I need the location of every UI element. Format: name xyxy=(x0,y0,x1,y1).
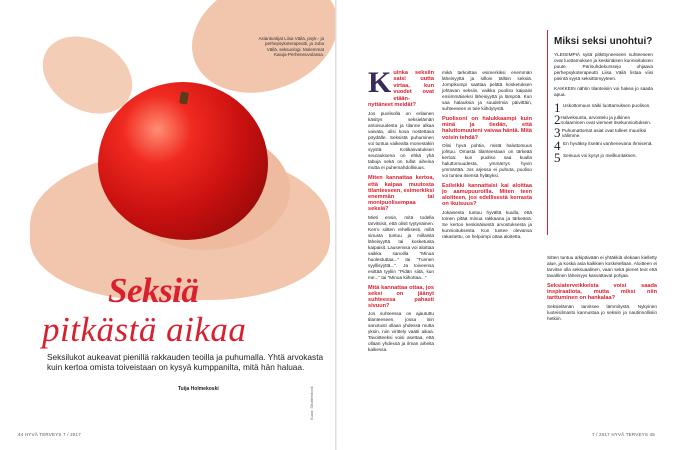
sidebar-lead2: KAIKKEIN nähtin tilanteisiin voi hakea jo saada apua. xyxy=(554,86,653,97)
col3-subhead-1: Seksiaterveikkeista voisi saada inspiraatiota, mutta miksi niin tarttuminen on hankalaa? xyxy=(547,283,657,302)
list-item xyxy=(554,102,653,113)
list-item xyxy=(554,114,653,126)
list-text: Uskottomuus näiki luottamuksen puolison. xyxy=(563,103,651,108)
col2-paragraph-2: Olisi hyvä pohtia, mistä haluttomuus johtuu. Omasta tilanteestaan on tärkeää kertoa: kun puoliso saa kuulla haluttomuudesta, ymmärrys hyvin ymmärtää. Jos arjessa ei puhuta, puoliso voi tuntea itsensä hylätyksi. xyxy=(442,142,532,178)
red-apple xyxy=(98,82,268,240)
col3-paragraph-1: Sitten tuntuu arkipäivään ei yhtäkkiä olekaan kielletty alue, ja koska asia kaikkien kosketellaan. Aloitteen ei tarvitse olla seksuaalinen, vaan sekä pienet teot että tavallinen läheisyys kasvattavat pohjaa. xyxy=(547,255,657,278)
headline-line2: pitkästä aikaa xyxy=(42,310,247,349)
byline: Tuija Holmekoski xyxy=(178,386,219,392)
col2-paragraph-3: Jokaisesta tuntuu hyvältä kuulla, että toinen pitää minua rakkaana ja tärkeänä. Se kertoo keskinäisestä arvostuksesta ja kunnioituksesta. Kun tuntee olevansa rakastettu, on helpompi ottaa aloitetta. xyxy=(442,209,532,239)
lead-paragraph: Seksilukot aukeavat pienillä rakkauden teoilla ja puhumalla. Yhtä arvokasta kuin kertoa omista toiveistaan on kysyä kumppanilta, mitä hän haluaa. xyxy=(47,352,324,373)
col1-subhead-1: Miten kannattaa kertoa, että kaipaa muutosta tilanteeseen, esimerkiksi enemmän tai monipuolisempaa seksiä? xyxy=(368,175,434,213)
list-text: Puhumattomat asiat ovat tulleet muuriksi välimme. xyxy=(561,127,647,139)
col2-subhead-2: Esileikki kannattaisi kai aloittaa jo aamupuuroilla. Miten teen aloitteen, jos edellisestä kerrasta on ikuisuus? xyxy=(442,182,532,208)
dropcap: K xyxy=(368,66,392,99)
col3-paragraph-2: Seksielämän tarvitsee lämmitystä. Nykyinen luoteisilmasto kannustaa jo seksiin ja nautinnollisiin hetkiin. xyxy=(547,303,657,321)
list-item xyxy=(554,124,653,140)
col1-subhead-2: Mitä kannattaa ottaa, jos seksi on jäänyt suhteessa pahasti sivuun? xyxy=(368,284,434,310)
col2-subhead-1: Puolisoni on halukkaampi kuin minä ja tiedän, että haluttomuuteni vaivaa häntä. Mitä voisin tehdä? xyxy=(442,116,532,141)
footer-right: 7 / 2017 HYVÄ TERVEYS 45 xyxy=(592,432,655,437)
sidebar-intro: YLEISIMPIÄ syitä pitkittyneeseen suhteeseen ovat luottamuksen ja keskinäisen kunnioituksen puute. Parisuhdekurssejo ohjaava perhepsykoterapeutti Liisa Väilä listaa viisi pieintä syytä seksittömyyteen. xyxy=(554,52,653,81)
photo-caption: Asiantuntijat Liisa Väilä, psyk.- ja perhepsykoterapeutti, ja Juha Väilä, seksuologi. Molemmat Kaiuja-Perheneuvolassa. xyxy=(258,36,324,58)
list-number: 1 xyxy=(554,100,561,115)
col1-paragraph-3: Jos suhteessa on ajaututtu tilanteeseen, jossa niin sanotusti ollaan yhdessä mutta yksin, niin virittely vaatii aikaa. Tavoitteeksi voisi asettaa, että ollaan yhdessä ja ilman aiheita kaikessa. xyxy=(368,311,434,353)
list-text: Seinuus voi kysyt jo meilkuntaksen. xyxy=(563,152,637,158)
col2-paragraph-1: mikä tarkoittaa esimerkiksi enemmän läheisyyttä ja silloin tällöin seksiä. Jompikumpi saattaa pelätä kosketuksen johtavan seksiin, vaikka puoliso kaipaisi ensimmäiseksi läheisyyttä ja lämpöä. Kun saa halauksia ja suudelmia päivittäin, suhteeseen ei tule kiihdytystä. xyxy=(442,70,532,111)
headline-line1: Seksiä xyxy=(108,271,199,310)
list-number: 5 xyxy=(554,149,561,165)
sidebar-list xyxy=(548,100,659,166)
photo-credit: Kuva: Shutterstock xyxy=(309,386,314,420)
list-item xyxy=(554,149,653,165)
list-number: 4 xyxy=(554,137,561,153)
sidebar-box xyxy=(547,30,659,235)
sidebar-title: Miksi seksi unohtui? xyxy=(554,36,653,47)
list-item xyxy=(554,137,653,153)
list-number: 2 xyxy=(554,112,561,127)
col1-paragraph-1: Jos puolisolla on erilainen käsitys seksielämän antoisuudesta ja tilanne alkaa vaivata, olisi kosa nostettava pöydälle. Seksistä puhuminen voi tuntua vaikealta monestakin syystä. Kotikasvatuksen seurauksena on ehkä yhä tabuja sekä on tullut aiheina mutta ei puhemahdollisuus. xyxy=(368,111,434,171)
col1-paragraph-2: Mieti ensin, mitä todella tarvitsisit, että olisit tyytyväinen. Kerro siitten rehellisesti, millä sinusta tuntuu ja millaista läheisyyttä tai kosketusta kaipaisit. Lausenssa voi aloittaa vaikka sanoilla "Minua huolestuttaa..." tai "Tunnen syyllisyyttä...". Ja toiveensa esittää tyyliin "Pidän siitä, kun me..." tai "Minua kiihottaa..." xyxy=(368,214,434,280)
list-text: En hyväksy itseäni vanhenevana ihmisenä. xyxy=(563,140,653,146)
list-text: Halveksunta, arvostelu ja julkinen nolaaminen ovat viemeet itsekunnioituksen. xyxy=(560,115,652,126)
column-3 xyxy=(547,255,657,324)
column-2 xyxy=(442,70,532,242)
left-page xyxy=(0,0,336,450)
list-number: 3 xyxy=(554,124,561,140)
footer-left: 44 HYVÄ TERVEYS 7 / 2017 xyxy=(18,432,81,437)
column-1 xyxy=(368,66,434,355)
intro-question: uinka seksiin saisi uutta virtaa, kun vuodet ovat etään-nyttäneet meidät? xyxy=(368,70,434,109)
